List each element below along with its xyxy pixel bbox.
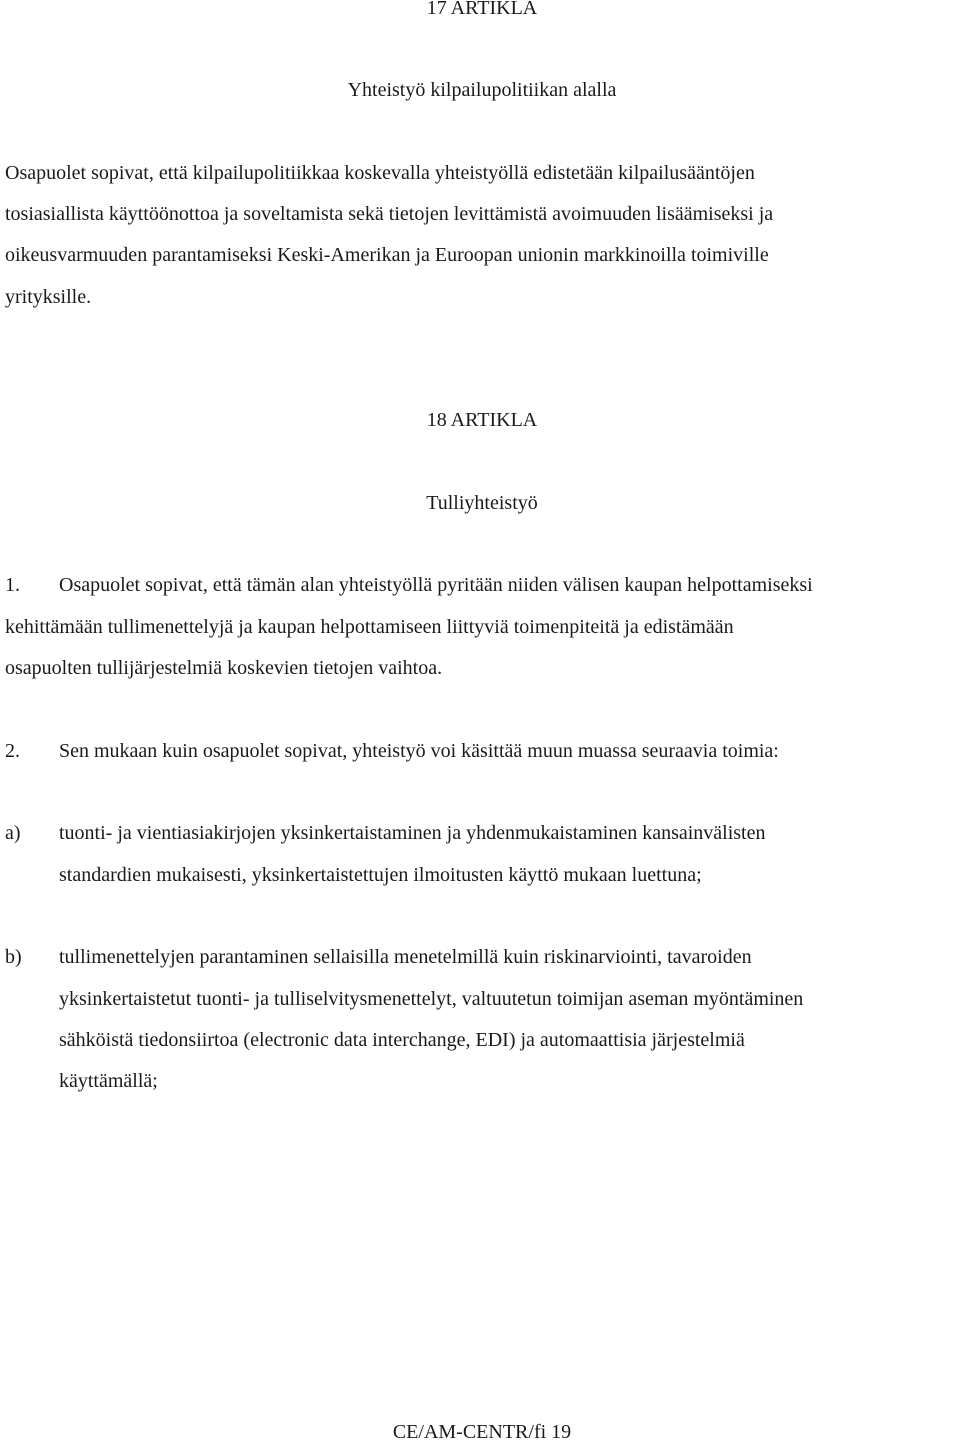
paragraph-line: Sen mukaan kuin osapuolet sopivat, yhteistyö voi käsittää muun muassa seuraavia toimia: [59, 740, 779, 762]
list-item-line: standardien mukaisesti, yksinkertaistettujen ilmoitusten käyttö mukaan luettuna; [59, 864, 702, 886]
paragraph-line: osapuolten tullijärjestelmiä koskevien tietojen vaihtoa. [5, 657, 443, 679]
list-item-label: a) [5, 822, 21, 844]
article-18-title: Tulliyhteistyö [426, 492, 538, 514]
list-item-line: tuonti- ja vientiasiakirjojen yksinkertaistaminen ja yhdenmukaistaminen kansainvälisten [59, 822, 766, 844]
article-18-heading: 18 ARTIKLA [426, 409, 538, 431]
paragraph-number: 1. [5, 574, 20, 596]
list-item-line: tullimenettelyjen parantaminen sellaisilla menetelmillä kuin riskinarviointi, tavaroiden [59, 946, 752, 968]
list-item-line: sähköistä tiedonsiirtoa (electronic data interchange, EDI) ja automaattisia järjestelmiä [59, 1029, 745, 1051]
article-17-heading: 17 ARTIKLA [426, 0, 538, 19]
article-17-title: Yhteistyö kilpailupolitiikan alalla [347, 79, 617, 101]
paragraph-number: 2. [5, 740, 20, 762]
paragraph-line: oikeusvarmuuden parantamiseksi Keski-Amerikan ja Euroopan unionin markkinoilla toimiville [5, 244, 769, 266]
paragraph-line: yrityksille. [5, 286, 92, 308]
list-item-label: b) [5, 946, 22, 968]
list-item-line: käyttämällä; [59, 1070, 158, 1092]
footer-document-reference: CE/AM-CENTR/fi 19 [392, 1421, 572, 1443]
paragraph-line: tosiasiallista käyttöönottoa ja soveltamista sekä tietojen levittämistä avoimuuden lisäämiseksi ja [5, 203, 774, 225]
paragraph-line: Osapuolet sopivat, että tämän alan yhteistyöllä pyritään niiden välisen kaupan helpottamiseksi [59, 574, 813, 596]
list-item-line: yksinkertaistetut tuonti- ja tulliselvitysmenettelyt, valtuutetun toimijan aseman myöntäminen [59, 988, 804, 1010]
paragraph-line: Osapuolet sopivat, että kilpailupolitiikkaa koskevalla yhteistyöllä edistetään kilpailusääntöjen [5, 162, 755, 184]
paragraph-line: kehittämään tullimenettelyjä ja kaupan helpottamiseen liittyviä toimenpiteitä ja edistämään [5, 616, 734, 638]
